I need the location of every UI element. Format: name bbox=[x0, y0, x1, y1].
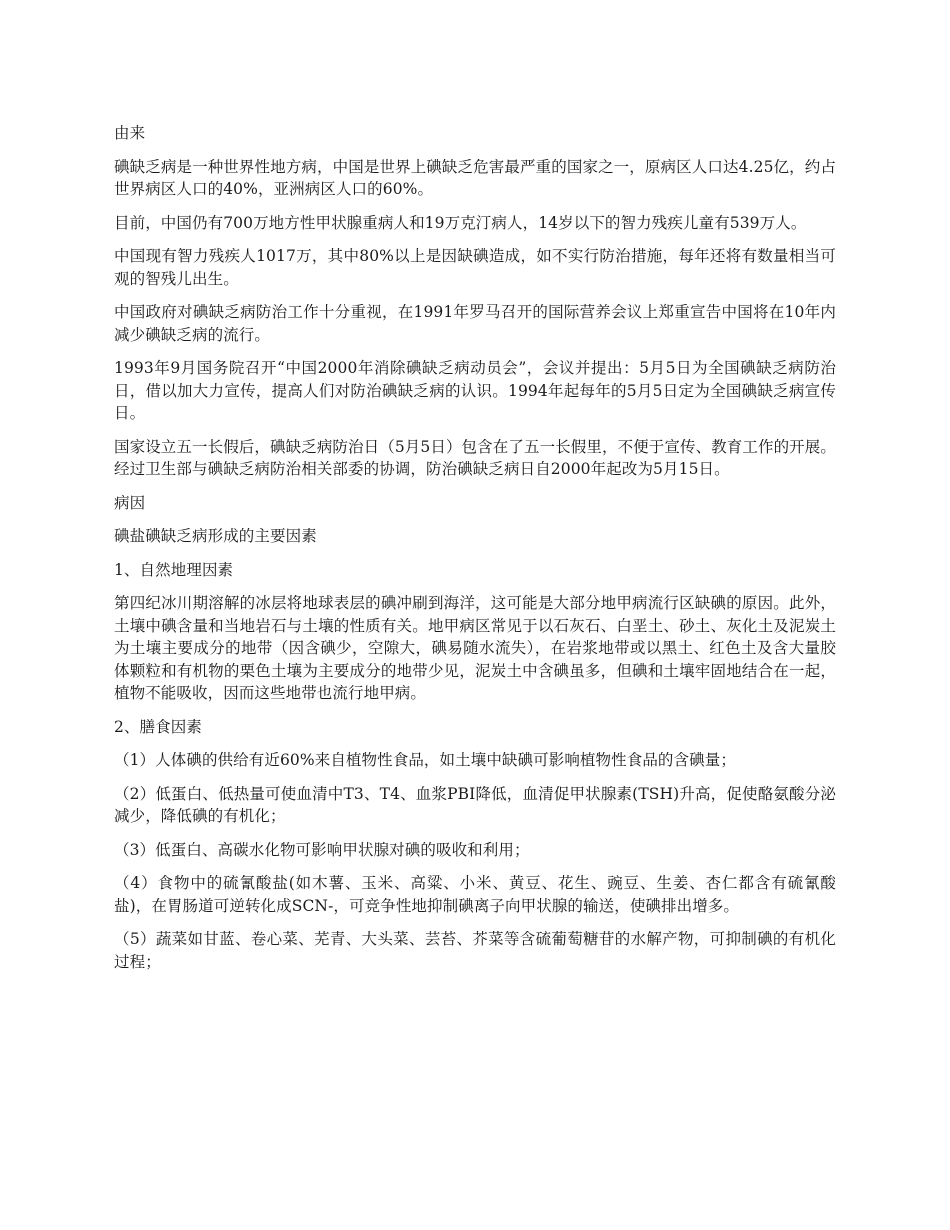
paragraph: 国家设立五一长假后，碘缺乏病防治日（5月5日）包含在了五一长假里，不便于宣传、教育工作的开展。经过卫生部与碘缺乏病防治相关部委的协调，防治碘缺乏病日自2000年起改为5月15日。 bbox=[114, 437, 836, 478]
document-body bbox=[114, 122, 836, 984]
list-item: （2）低蛋白、低热量可使血清中T3、T4、血浆PBI降低，血清促甲状腺素(TSH)升高，促使酪氨酸分泌减少，降低碘的有机化； bbox=[114, 784, 836, 825]
paragraph: 目前，中国仍有700万地方性甲状腺重病人和19万克汀病人，14岁以下的智力残疾儿童有539万人。 bbox=[114, 213, 807, 232]
list-item: （3）低蛋白、高碳水化物可影响甲状腺对碘的吸收和利用； bbox=[114, 840, 530, 859]
heading-origin: 由来 bbox=[114, 124, 146, 142]
paragraph: 碘缺乏病是一种世界性地方病，中国是世界上碘缺乏危害最严重的国家之一，原病区人口达4.25亿，约占世界病区人口的40%，亚洲病区人口的60%。 bbox=[114, 157, 836, 198]
list-item: （5）蔬菜如甘蓝、卷心菜、芜青、大头菜、芸苔、芥菜等含硫葡萄糖苷的水解产物，可抑制碘的有机化过程； bbox=[114, 930, 836, 971]
subheading-diet: 2、膳食因素 bbox=[114, 717, 202, 736]
list-item: （4）食物中的硫氰酸盐(如木薯、玉米、高粱、小米、黄豆、花生、豌豆、生姜、杏仁都含有硫氰酸盐)，在胃肠道可逆转化成SCN-，可竞争性地抑制碘离子向甲状腺的输送，使碘排出增多。 bbox=[114, 874, 836, 915]
paragraph: 中国现有智力残疾人1017万，其中80%以上是因缺碘造成，如不实行防治措施，每年还将有数量相当可观的智残儿出生。 bbox=[114, 247, 836, 288]
paragraph: 中国政府对碘缺乏病防治工作十分重视，在1991年罗马召开的国际营养会议上郑重宣告中国将在10年内减少碘缺乏病的流行。 bbox=[114, 303, 836, 344]
subheading-natural-geography: 1、自然地理因素 bbox=[114, 560, 234, 579]
heading-cause: 病因 bbox=[114, 493, 146, 512]
list-item: （1）人体碘的供给有近60%来自植物性食品，如土壤中缺碘可影响植物性食品的含碘量； bbox=[114, 751, 736, 769]
paragraph: 1993年9月国务院召开“中国2000年消除碘缺乏病动员会”，会议并提出：5月5日为全国碘缺乏病防治日，借以加大力宣传，提高人们对防治碘缺乏病的认识。1994年起每年的5月5日定为全国碘缺乏病宣传日。 bbox=[114, 359, 836, 422]
paragraph: 第四纪冰川期溶解的冰层将地球表层的碘冲刷到海洋，这可能是大部分地甲病流行区缺碘的原因。此外，土壤中碘含量和当地岩石与土壤的性质有关。地甲病区常见于以石灰石、白垩土、砂土、灰化土及泥炭土为土壤主要成分的地带（因含碘少，空隙大，碘易随水流失），在岩浆地带或以黑土、红色土及含大量胶体颗粒和有机物的栗色土壤为主要成分的地带少见，泥炭土中含碘虽多，但碘和土壤牢固地结合在一起，植物不能吸收，因而这些地带也流行地甲病。 bbox=[114, 594, 836, 702]
subheading: 碘盐碘缺乏病形成的主要因素 bbox=[114, 527, 317, 545]
